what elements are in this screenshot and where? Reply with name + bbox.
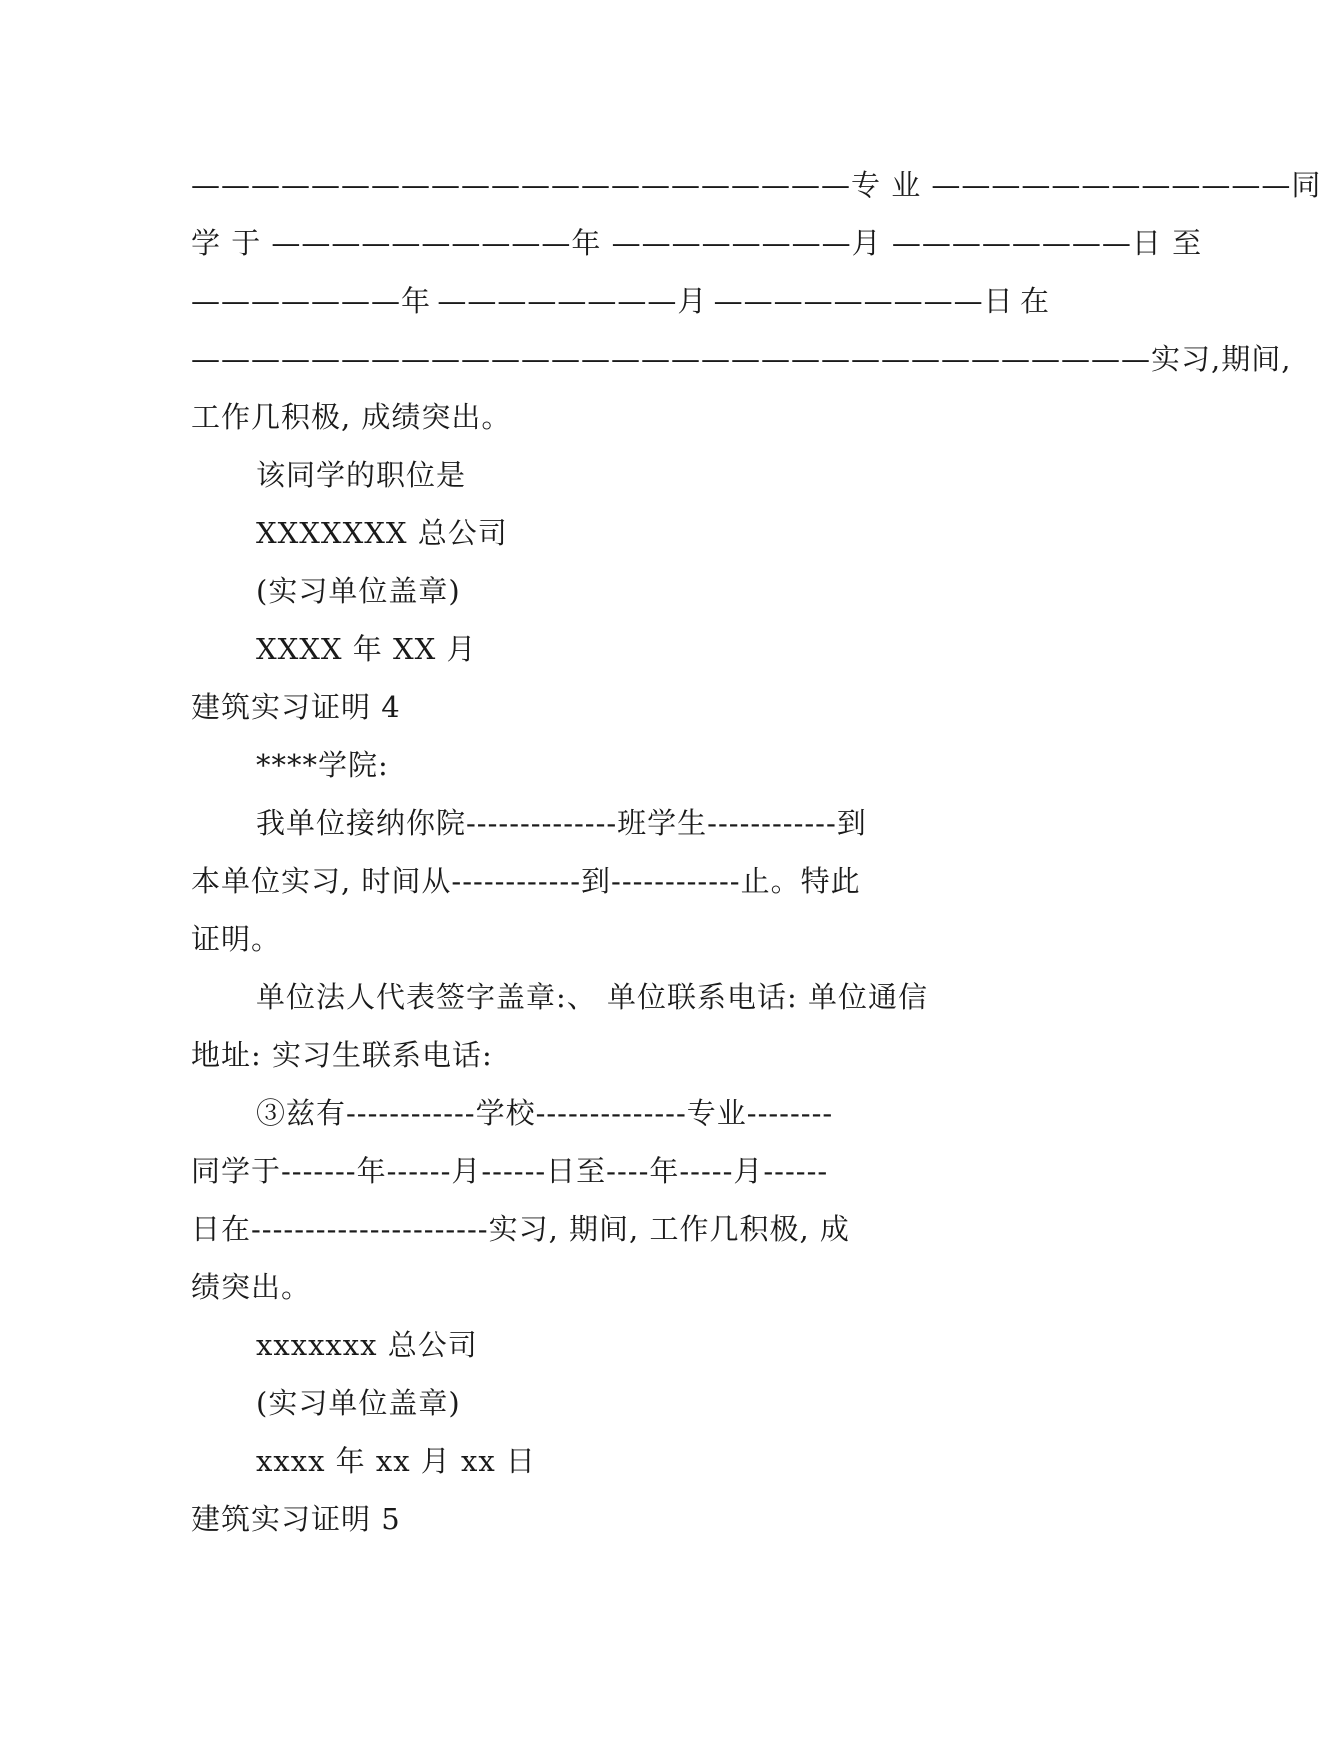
company-name: xxxxxxx 总公司	[256, 1328, 478, 1362]
line-segment: ———————年	[191, 284, 432, 318]
paragraph-line: ————————————————————————————————实习,期间,	[191, 342, 1292, 376]
paragraph-line	[191, 281, 1050, 321]
paragraph-line: 本单位实习, 时间从------------到------------止。特此	[191, 864, 861, 898]
line-segment: ————————月	[437, 284, 708, 318]
paragraph-line: 工作几积极, 成绩突出。	[191, 400, 512, 434]
date-line: xxxx 年 xx 月 xx 日	[256, 1444, 536, 1478]
seal-note: (实习单位盖章)	[256, 1386, 461, 1420]
section-heading: 建筑实习证明 4	[191, 690, 401, 724]
paragraph-line: 该同学的职位是	[256, 458, 467, 492]
company-name: XXXXXXX 总公司	[256, 516, 508, 550]
line-segment: 在	[1019, 284, 1050, 318]
salutation: ****学院:	[256, 748, 389, 782]
seal-note: (实习单位盖章)	[256, 574, 461, 608]
paragraph-line: 日在----------------------实习, 期间, 工作几积极, 成	[191, 1212, 850, 1246]
paragraph-line: 地址: 实习生联系电话:	[191, 1038, 493, 1072]
date-line: XXXX 年 XX 月	[256, 632, 477, 666]
paragraph-line: 学 于 ——————————年 ————————月 ————————日 至	[191, 226, 1203, 260]
paragraph-line: ——————————————————————专 业 ————————————同	[191, 168, 1321, 202]
paragraph-line: 单位法人代表签字盖章:、 单位联系电话: 单位通信	[256, 980, 928, 1014]
paragraph-line: 同学于-------年------月------日至----年-----月------	[191, 1154, 829, 1188]
paragraph-line: 绩突出。	[191, 1270, 312, 1304]
paragraph-line: ③兹有------------学校--------------专业--------	[256, 1096, 834, 1130]
paragraph-line: 我单位接纳你院--------------班学生------------到	[256, 806, 867, 840]
section-heading: 建筑实习证明 5	[191, 1502, 401, 1536]
paragraph-line: 证明。	[191, 922, 282, 956]
line-segment: —————————日	[713, 284, 1014, 318]
